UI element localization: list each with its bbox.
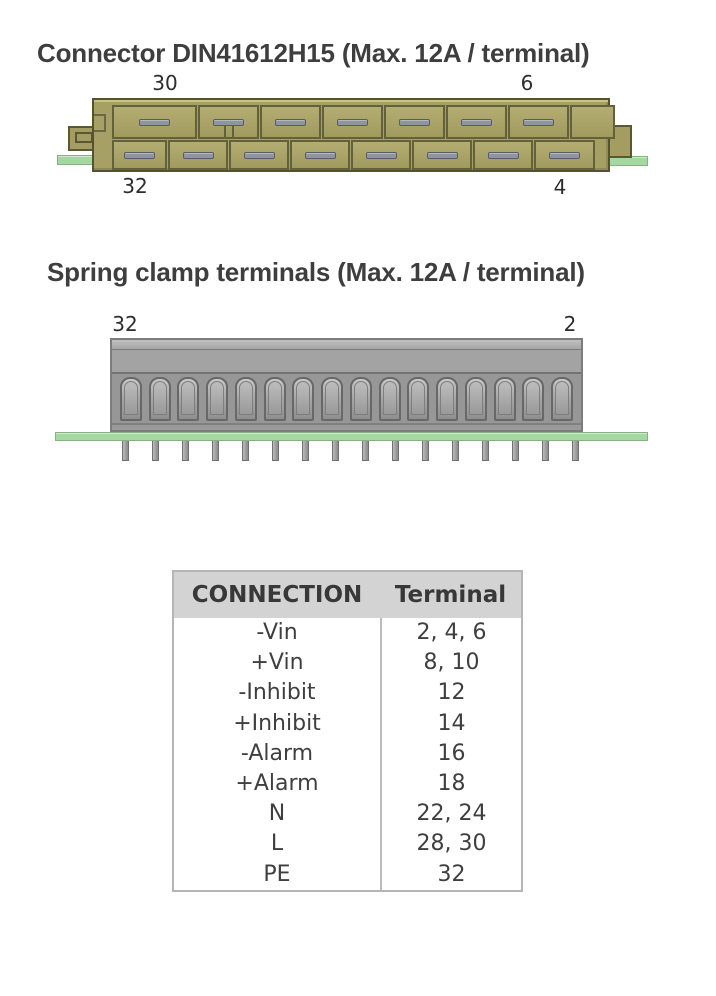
connector-cell xyxy=(290,140,350,170)
spring-clamp xyxy=(177,377,199,421)
connector-cell xyxy=(412,140,472,170)
connector-cell xyxy=(534,140,595,170)
table-row xyxy=(174,799,521,829)
table-body xyxy=(174,618,521,890)
solder-pin xyxy=(302,441,309,461)
solder-pin xyxy=(362,441,369,461)
table-cell-connection: N xyxy=(268,801,286,827)
solder-pin xyxy=(512,441,519,461)
table-cell-connection: -Vin xyxy=(256,620,298,645)
connector-pin-slot xyxy=(366,152,397,159)
spring-clamp xyxy=(292,377,314,421)
terminal-number-label-2: 2 xyxy=(563,312,577,336)
pin-number-label-30: 30 xyxy=(152,71,178,95)
connector-cell xyxy=(229,140,289,170)
pin-number-label-6: 6 xyxy=(520,71,534,95)
terminal-number-label-32: 32 xyxy=(112,312,138,336)
table-row xyxy=(174,739,521,769)
table-cell-connection: -Inhibit xyxy=(238,680,316,706)
table-cell-terminal: 2, 4, 6 xyxy=(380,618,521,648)
pin-number-label-4: 4 xyxy=(553,175,567,199)
table-cell-connection: -Alarm xyxy=(240,740,314,766)
connector-top-row xyxy=(112,105,615,139)
connector-pin-slot xyxy=(305,152,336,159)
connector-pin-slot xyxy=(523,119,554,126)
polarizing-stub xyxy=(224,126,234,137)
solder-pin-row xyxy=(122,441,579,461)
pin-number-label-32: 32 xyxy=(122,174,148,198)
connector-cell xyxy=(260,105,321,139)
table-row xyxy=(174,709,521,739)
solder-pin xyxy=(392,441,399,461)
connector-pin-slot xyxy=(124,152,155,159)
table-cell-connection: PE xyxy=(263,861,291,887)
spring-clamp-diagram xyxy=(110,338,583,432)
spring-clamp xyxy=(206,377,228,421)
table-cell-connection: +Vin xyxy=(250,650,304,676)
spring-clamp xyxy=(522,377,544,421)
spring-clamp xyxy=(465,377,487,421)
spring-clamp xyxy=(407,377,429,421)
connector-pin-slot xyxy=(213,119,244,126)
connector-cell xyxy=(198,105,259,139)
solder-pin xyxy=(452,441,459,461)
spring-clamp xyxy=(264,377,286,421)
connector-pin-slot xyxy=(183,152,214,159)
spring-clamp xyxy=(235,377,257,421)
spring-clamp xyxy=(120,377,142,421)
solder-pin xyxy=(332,441,339,461)
solder-pin xyxy=(182,441,189,461)
connector-cell xyxy=(570,105,615,139)
table-cell-terminal: 8, 10 xyxy=(380,648,521,678)
table-cell-connection: +Alarm xyxy=(235,770,319,796)
terminal-table xyxy=(172,570,523,892)
table-row xyxy=(174,860,521,890)
spring-clamp xyxy=(379,377,401,421)
table-cell-connection: +Inhibit xyxy=(233,710,321,736)
connector-cell xyxy=(112,105,197,139)
spring-block-top-edge xyxy=(112,340,581,350)
spring-block-upper-band xyxy=(112,350,581,374)
table-cell-terminal: 28, 30 xyxy=(380,829,521,859)
table-row xyxy=(174,648,521,678)
connector-cell xyxy=(351,140,411,170)
connector-pin-slot xyxy=(549,152,580,159)
table-header-row xyxy=(174,572,521,618)
connector-cell xyxy=(112,140,167,170)
solder-pin xyxy=(272,441,279,461)
connector-cell xyxy=(322,105,383,139)
connector-pin-slot xyxy=(275,119,306,126)
spring-clamp xyxy=(350,377,372,421)
table-cell-terminal: 22, 24 xyxy=(380,799,521,829)
table-cell-terminal: 32 xyxy=(380,860,521,890)
spring-clamp xyxy=(551,377,573,421)
connector-pin-slot xyxy=(427,152,458,159)
table-header-connection: CONNECTION xyxy=(191,582,363,608)
solder-pin xyxy=(482,441,489,461)
keying-notch xyxy=(94,114,106,132)
solder-pin xyxy=(572,441,579,461)
solder-pin xyxy=(152,441,159,461)
solder-pin xyxy=(212,441,219,461)
table-row xyxy=(174,618,521,648)
spring-clamp xyxy=(321,377,343,421)
connector-pin-slot xyxy=(337,119,368,126)
table-row xyxy=(174,678,521,708)
spring-clamp xyxy=(149,377,171,421)
table-cell-connection: L xyxy=(270,831,284,857)
pcb-strip xyxy=(55,432,648,441)
connector-cell xyxy=(384,105,445,139)
connector-bottom-row xyxy=(112,140,595,170)
connector-cell xyxy=(508,105,569,139)
table-row xyxy=(174,829,521,859)
connector-diagram xyxy=(92,98,610,172)
connector-pin-slot xyxy=(399,119,430,126)
connector-cell xyxy=(446,105,507,139)
spring-clamp xyxy=(436,377,458,421)
connector-title: Connector DIN41612H15 (Max. 12A / terminal) xyxy=(37,38,590,68)
table-cell-terminal: 18 xyxy=(380,769,521,799)
connector-pin-slot xyxy=(244,152,275,159)
table-cell-terminal: 12 xyxy=(380,678,521,708)
solder-pin xyxy=(422,441,429,461)
spring-block-bottom-edge xyxy=(112,425,581,430)
spring-clamp xyxy=(494,377,516,421)
table-cell-terminal: 14 xyxy=(380,709,521,739)
solder-pin xyxy=(242,441,249,461)
spring-title: Spring clamp terminals (Max. 12A / terminal) xyxy=(47,257,585,287)
spring-clamp-row xyxy=(112,374,581,425)
connector-pin-slot xyxy=(488,152,519,159)
solder-pin xyxy=(122,441,129,461)
connector-cell xyxy=(473,140,533,170)
connector-cell xyxy=(168,140,228,170)
table-header-terminal: Terminal xyxy=(394,582,507,608)
connector-pin-slot xyxy=(139,119,170,126)
connector-pin-slot xyxy=(461,119,492,126)
table-row xyxy=(174,769,521,799)
table-cell-terminal: 16 xyxy=(380,739,521,769)
solder-pin xyxy=(542,441,549,461)
mounting-tab-detail xyxy=(75,132,93,143)
